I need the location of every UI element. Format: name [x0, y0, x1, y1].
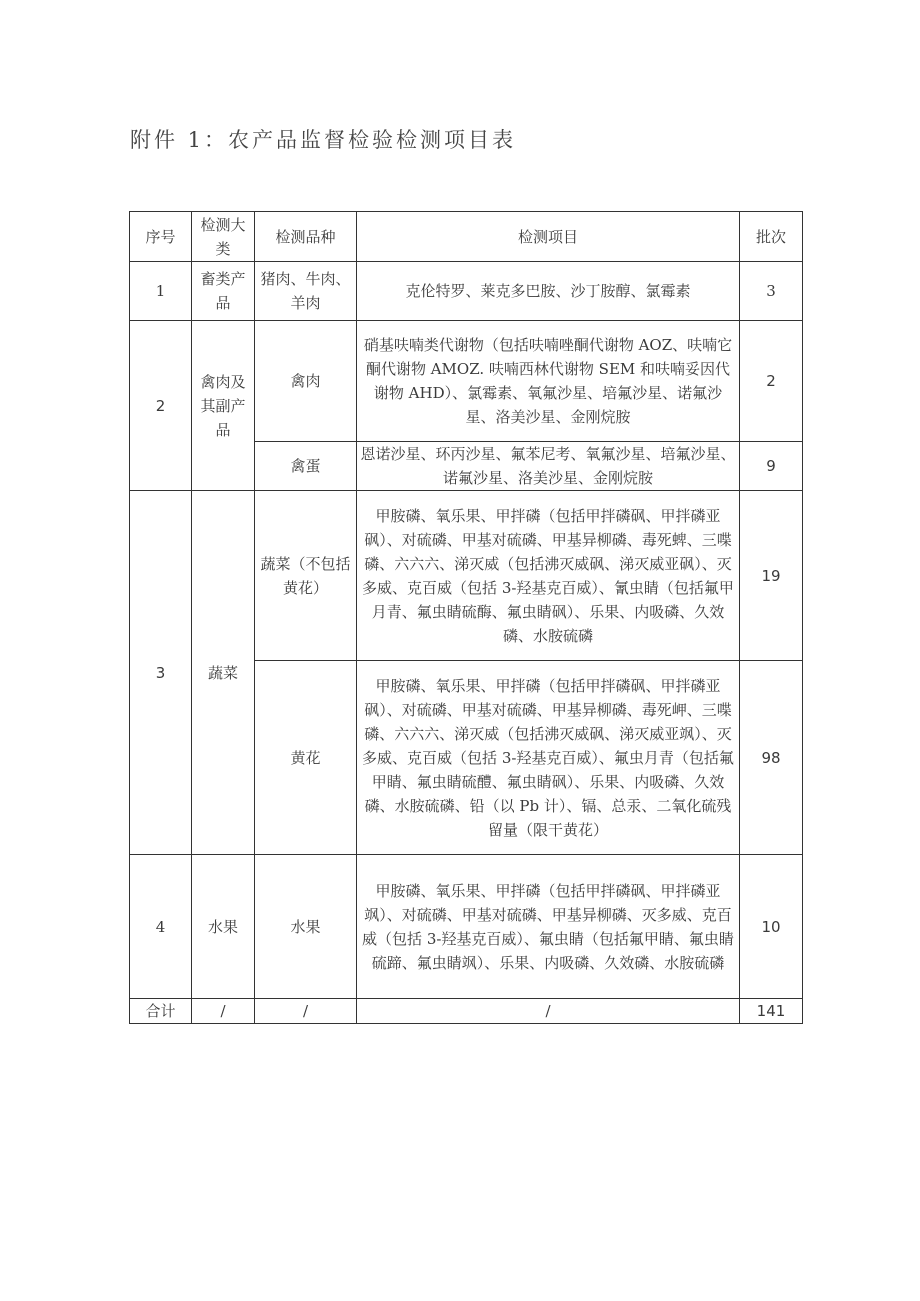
page-title: 附件 1：农产品监督检验检测项目表 — [130, 128, 517, 152]
header-category: 检测大类 — [192, 212, 255, 262]
total-row — [130, 999, 803, 1024]
row-batches: 10 — [740, 855, 803, 999]
table-header-row — [130, 212, 803, 262]
total-slash: / — [357, 999, 740, 1024]
total-label: 合计 — [130, 999, 192, 1024]
row-items: 恩诺沙星、环丙沙星、氟苯尼考、氧氟沙星、培氟沙星、诺氟沙星、洛美沙星、金刚烷胺 — [357, 442, 740, 491]
row-seq: 4 — [130, 855, 192, 999]
header-items: 检测项目 — [357, 212, 740, 262]
row-variety: 水果 — [255, 855, 357, 999]
row-batches: 9 — [740, 442, 803, 491]
row-seq: 2 — [130, 321, 192, 491]
row-items: 硝基呋喃类代谢物（包括呋喃唑酮代谢物 AOZ、呋喃它酮代谢物 AMOZ. 呋喃西林代谢物 SEM 和呋喃妥因代谢物 AHD）、氯霉素、氧氟沙星、培氟沙星、诺氟沙星、洛美沙星、金刚烷胺 — [357, 321, 740, 442]
header-batches: 批次 — [740, 212, 803, 262]
table-row — [130, 321, 803, 442]
row-batches: 19 — [740, 491, 803, 661]
row-variety: 黄花 — [255, 661, 357, 855]
row-category: 畜类产品 — [192, 262, 255, 321]
header-variety: 检测品种 — [255, 212, 357, 262]
total-slash: / — [255, 999, 357, 1024]
row-category: 水果 — [192, 855, 255, 999]
row-items: 甲胺磷、氧乐果、甲拌磷（包括甲拌磷砜、甲拌磷亚砜）、对硫磷、甲基对硫磷、甲基异柳磷、毒死蜱、三喋磷、六六六、涕灭威（包括沸灭威砜、涕灭威亚砜）、灭多威、克百威（包括 3-羟基克百威）、氰虫睛（包括氟甲月青、氟虫睛硫酶、氟虫睛砜）、乐果、内吸磷、久效磷、水胺硫磷 — [357, 491, 740, 661]
row-seq: 1 — [130, 262, 192, 321]
row-items: 甲胺磷、氧乐果、甲拌磷（包括甲拌磷砜、甲拌磷亚飒）、对硫磷、甲基对硫磷、甲基异柳磷、灭多威、克百威（包括 3-羟基克百威）、氟虫睛（包括氟甲睛、氟虫睛硫蹄、氟虫睛飒）、乐果、内吸磷、久效磷、水胺硫磷 — [357, 855, 740, 999]
row-batches: 3 — [740, 262, 803, 321]
row-variety: 禽蛋 — [255, 442, 357, 491]
header-seq: 序号 — [130, 212, 192, 262]
row-batches: 98 — [740, 661, 803, 855]
row-items: 克伦特罗、莱克多巴胺、沙丁胺醇、氯霉素 — [357, 262, 740, 321]
row-category: 蔬菜 — [192, 491, 255, 855]
table-row — [130, 491, 803, 661]
inspection-items-table — [129, 211, 803, 1024]
table-row — [130, 855, 803, 999]
row-variety: 蔬菜（不包括黄花） — [255, 491, 357, 661]
table-row — [130, 262, 803, 321]
row-variety: 禽肉 — [255, 321, 357, 442]
row-batches: 2 — [740, 321, 803, 442]
row-items: 甲胺磷、氧乐果、甲拌磷（包括甲拌磷砜、甲拌磷亚砜）、对硫磷、甲基对硫磷、甲基异柳磷、毒死岬、三喋磷、六六六、涕灭威（包括沸灭威砜、涕灭威亚飒）、灭多威、克百威（包括 3-羟基克百威）、氟虫月青（包括氟甲睛、氟虫睛硫醴、氟虫睛砜）、乐果、内吸磷、久效磷、水胺硫磷、铅（以 Pb 计）、镉、总汞、二氧化硫残留量（限干黄花） — [357, 661, 740, 855]
row-seq: 3 — [130, 491, 192, 855]
total-slash: / — [192, 999, 255, 1024]
total-batches: 141 — [740, 999, 803, 1024]
row-variety: 猪肉、牛肉、羊肉 — [255, 262, 357, 321]
row-category: 禽肉及其副产品 — [192, 321, 255, 491]
